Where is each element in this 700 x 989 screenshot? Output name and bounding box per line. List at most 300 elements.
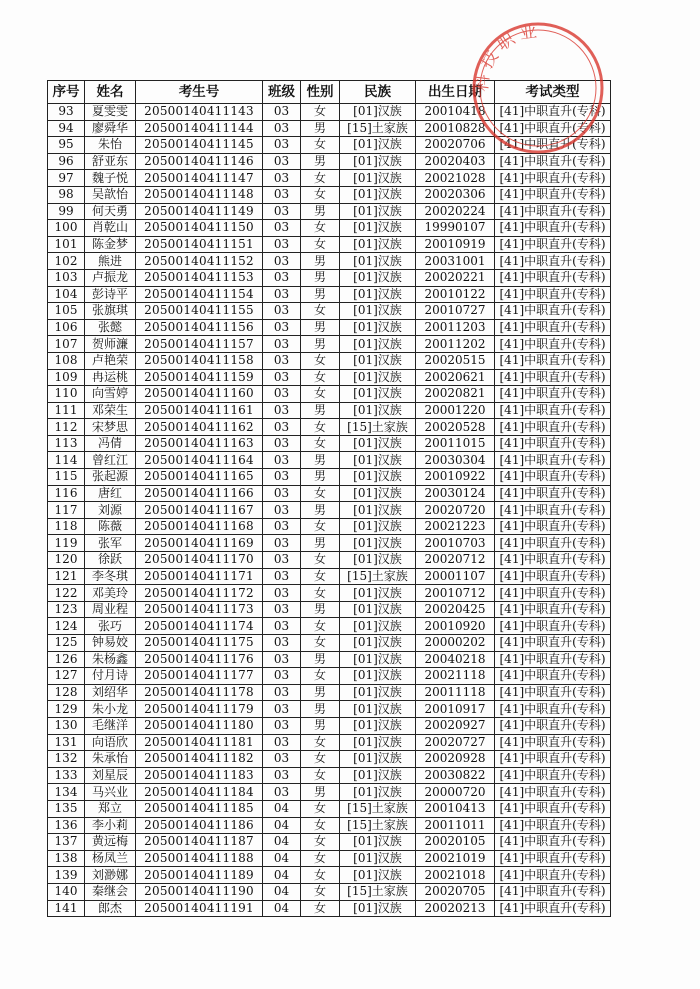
cell-exam-no: 20500140411155 (136, 303, 263, 320)
cell-gender: 男 (301, 319, 340, 336)
cell-ethnicity: [15]土家族 (340, 800, 416, 817)
cell-ethnicity: [01]汉族 (340, 767, 416, 784)
cell-exam-type: [41]中职直升(专科) (495, 419, 611, 436)
cell-exam-type: [41]中职直升(专科) (495, 734, 611, 751)
cell-ethnicity: [01]汉族 (340, 286, 416, 303)
cell-birth-date: 20010122 (416, 286, 495, 303)
cell-class: 03 (263, 767, 301, 784)
cell-gender: 女 (301, 883, 340, 900)
header-birth-date: 出生日期 (416, 81, 495, 104)
cell-gender: 男 (301, 402, 340, 419)
cell-birth-date: 20020821 (416, 386, 495, 403)
cell-birth-date: 20021019 (416, 850, 495, 867)
cell-gender: 男 (301, 269, 340, 286)
cell-ethnicity: [01]汉族 (340, 452, 416, 469)
cell-name: 黄远梅 (85, 834, 136, 851)
table-row (48, 601, 611, 618)
cell-exam-type: [41]中职直升(专科) (495, 369, 611, 386)
cell-ethnicity: [01]汉族 (340, 253, 416, 270)
cell-class: 03 (263, 568, 301, 585)
cell-gender: 女 (301, 751, 340, 768)
cell-class: 03 (263, 518, 301, 535)
cell-name: 曾红江 (85, 452, 136, 469)
cell-name: 何天勇 (85, 203, 136, 220)
table-row (48, 751, 611, 768)
cell-birth-date: 20020105 (416, 834, 495, 851)
cell-ethnicity: [01]汉族 (340, 518, 416, 535)
cell-exam-type: [41]中职直升(专科) (495, 153, 611, 170)
table-row (48, 568, 611, 585)
table-row (48, 469, 611, 486)
cell-seq: 114 (48, 452, 85, 469)
cell-ethnicity: [01]汉族 (340, 153, 416, 170)
cell-name: 马兴业 (85, 784, 136, 801)
cell-seq: 129 (48, 701, 85, 718)
cell-exam-no: 20500140411179 (136, 701, 263, 718)
cell-class: 03 (263, 386, 301, 403)
table-row (48, 120, 611, 137)
cell-seq: 130 (48, 717, 85, 734)
cell-gender: 女 (301, 435, 340, 452)
cell-exam-type: [41]中职直升(专科) (495, 767, 611, 784)
cell-name: 夏雯雯 (85, 104, 136, 121)
cell-exam-type: [41]中职直升(专科) (495, 717, 611, 734)
cell-class: 03 (263, 352, 301, 369)
cell-seq: 131 (48, 734, 85, 751)
cell-seq: 123 (48, 601, 85, 618)
cell-name: 冯倩 (85, 435, 136, 452)
cell-seq: 112 (48, 419, 85, 436)
cell-ethnicity: [01]汉族 (340, 751, 416, 768)
cell-exam-type: [41]中职直升(专科) (495, 104, 611, 121)
cell-exam-type: [41]中职直升(专科) (495, 386, 611, 403)
cell-ethnicity: [01]汉族 (340, 834, 416, 851)
cell-seq: 104 (48, 286, 85, 303)
cell-gender: 女 (301, 186, 340, 203)
cell-birth-date: 20031001 (416, 253, 495, 270)
cell-ethnicity: [01]汉族 (340, 784, 416, 801)
table-row (48, 867, 611, 884)
cell-class: 03 (263, 319, 301, 336)
table-row (48, 203, 611, 220)
cell-seq: 127 (48, 668, 85, 685)
cell-name: 向雪婷 (85, 386, 136, 403)
cell-seq: 133 (48, 767, 85, 784)
cell-birth-date: 20030822 (416, 767, 495, 784)
cell-seq: 110 (48, 386, 85, 403)
cell-class: 03 (263, 684, 301, 701)
cell-seq: 111 (48, 402, 85, 419)
cell-birth-date: 20040218 (416, 651, 495, 668)
cell-class: 03 (263, 303, 301, 320)
cell-name: 刘星辰 (85, 767, 136, 784)
cell-class: 03 (263, 186, 301, 203)
cell-seq: 121 (48, 568, 85, 585)
table-row (48, 668, 611, 685)
cell-birth-date: 20020927 (416, 717, 495, 734)
cell-gender: 男 (301, 717, 340, 734)
cell-exam-type: [41]中职直升(专科) (495, 817, 611, 834)
cell-birth-date: 20020706 (416, 137, 495, 154)
cell-class: 03 (263, 734, 301, 751)
cell-class: 03 (263, 137, 301, 154)
cell-gender: 女 (301, 236, 340, 253)
cell-exam-no: 20500140411159 (136, 369, 263, 386)
cell-class: 03 (263, 535, 301, 552)
cell-class: 03 (263, 485, 301, 502)
cell-gender: 男 (301, 203, 340, 220)
cell-exam-no: 20500140411175 (136, 635, 263, 652)
cell-name: 李冬琪 (85, 568, 136, 585)
cell-exam-type: [41]中职直升(专科) (495, 751, 611, 768)
cell-ethnicity: [01]汉族 (340, 867, 416, 884)
cell-exam-type: [41]中职直升(专科) (495, 651, 611, 668)
cell-name: 张军 (85, 535, 136, 552)
header-class: 班级 (263, 81, 301, 104)
seal-text: 科技职业 (471, 21, 544, 93)
cell-ethnicity: [01]汉族 (340, 668, 416, 685)
cell-name: 吴歆怡 (85, 186, 136, 203)
cell-exam-type: [41]中职直升(专科) (495, 220, 611, 237)
cell-class: 03 (263, 220, 301, 237)
cell-gender: 女 (301, 485, 340, 502)
table-row (48, 104, 611, 121)
cell-birth-date: 20011015 (416, 435, 495, 452)
cell-class: 03 (263, 402, 301, 419)
cell-seq: 134 (48, 784, 85, 801)
cell-gender: 男 (301, 701, 340, 718)
cell-exam-type: [41]中职直升(专科) (495, 834, 611, 851)
header-exam-type: 考试类型 (495, 81, 611, 104)
cell-exam-no: 20500140411166 (136, 485, 263, 502)
cell-exam-no: 20500140411157 (136, 336, 263, 353)
cell-exam-no: 20500140411189 (136, 867, 263, 884)
cell-name: 刘渺娜 (85, 867, 136, 884)
cell-class: 04 (263, 867, 301, 884)
cell-ethnicity: [01]汉族 (340, 601, 416, 618)
cell-class: 03 (263, 651, 301, 668)
table-row (48, 618, 611, 635)
cell-exam-no: 20500140411173 (136, 601, 263, 618)
cell-gender: 女 (301, 800, 340, 817)
cell-seq: 120 (48, 552, 85, 569)
cell-seq: 117 (48, 502, 85, 519)
cell-birth-date: 20010418 (416, 104, 495, 121)
cell-exam-no: 20500140411177 (136, 668, 263, 685)
cell-class: 03 (263, 469, 301, 486)
cell-name: 张旗琪 (85, 303, 136, 320)
cell-name: 肖乾山 (85, 220, 136, 237)
cell-exam-type: [41]中职直升(专科) (495, 618, 611, 635)
cell-exam-no: 20500140411172 (136, 585, 263, 602)
cell-seq: 101 (48, 236, 85, 253)
cell-name: 郎杰 (85, 900, 136, 917)
cell-name: 张懿 (85, 319, 136, 336)
cell-gender: 女 (301, 220, 340, 237)
cell-exam-no: 20500140411183 (136, 767, 263, 784)
cell-birth-date: 20021018 (416, 867, 495, 884)
cell-gender: 男 (301, 253, 340, 270)
cell-ethnicity: [01]汉族 (340, 137, 416, 154)
cell-seq: 136 (48, 817, 85, 834)
cell-gender: 女 (301, 850, 340, 867)
cell-gender: 女 (301, 137, 340, 154)
cell-exam-no: 20500140411158 (136, 352, 263, 369)
cell-exam-no: 20500140411178 (136, 684, 263, 701)
cell-birth-date: 20010727 (416, 303, 495, 320)
table-row (48, 220, 611, 237)
cell-seq: 99 (48, 203, 85, 220)
cell-ethnicity: [15]土家族 (340, 120, 416, 137)
cell-name: 向语欣 (85, 734, 136, 751)
cell-class: 03 (263, 552, 301, 569)
cell-name: 朱怡 (85, 137, 136, 154)
cell-class: 03 (263, 153, 301, 170)
cell-ethnicity: [15]土家族 (340, 568, 416, 585)
cell-seq: 118 (48, 518, 85, 535)
cell-exam-no: 20500140411171 (136, 568, 263, 585)
cell-exam-type: [41]中职直升(专科) (495, 352, 611, 369)
cell-class: 03 (263, 717, 301, 734)
cell-name: 陈金梦 (85, 236, 136, 253)
cell-gender: 女 (301, 369, 340, 386)
cell-exam-type: [41]中职直升(专科) (495, 336, 611, 353)
cell-name: 陈薇 (85, 518, 136, 535)
cell-exam-no: 20500140411187 (136, 834, 263, 851)
cell-birth-date: 20020403 (416, 153, 495, 170)
cell-seq: 122 (48, 585, 85, 602)
cell-birth-date: 20020720 (416, 502, 495, 519)
cell-seq: 128 (48, 684, 85, 701)
cell-ethnicity: [01]汉族 (340, 552, 416, 569)
table-row (48, 153, 611, 170)
cell-exam-type: [41]中职直升(专科) (495, 800, 611, 817)
table-row (48, 552, 611, 569)
cell-exam-no: 20500140411147 (136, 170, 263, 187)
table-row (48, 585, 611, 602)
cell-ethnicity: [01]汉族 (340, 303, 416, 320)
table-header (48, 81, 611, 104)
table-row (48, 186, 611, 203)
cell-ethnicity: [01]汉族 (340, 900, 416, 917)
cell-birth-date: 20011118 (416, 684, 495, 701)
cell-name: 周业程 (85, 601, 136, 618)
cell-exam-no: 20500140411174 (136, 618, 263, 635)
cell-ethnicity: [01]汉族 (340, 269, 416, 286)
table-row (48, 734, 611, 751)
cell-name: 毛继洋 (85, 717, 136, 734)
cell-gender: 女 (301, 419, 340, 436)
table-row (48, 485, 611, 502)
cell-seq: 102 (48, 253, 85, 270)
cell-exam-type: [41]中职直升(专科) (495, 585, 611, 602)
cell-class: 04 (263, 834, 301, 851)
cell-birth-date: 20010922 (416, 469, 495, 486)
cell-exam-no: 20500140411154 (136, 286, 263, 303)
cell-seq: 132 (48, 751, 85, 768)
cell-birth-date: 19990107 (416, 220, 495, 237)
cell-name: 魏子悦 (85, 170, 136, 187)
table-row (48, 784, 611, 801)
cell-seq: 106 (48, 319, 85, 336)
cell-exam-no: 20500140411144 (136, 120, 263, 137)
cell-class: 03 (263, 618, 301, 635)
table-row (48, 319, 611, 336)
table-row (48, 518, 611, 535)
cell-gender: 男 (301, 336, 340, 353)
cell-exam-type: [41]中职直升(专科) (495, 435, 611, 452)
cell-exam-type: [41]中职直升(专科) (495, 203, 611, 220)
cell-exam-type: [41]中职直升(专科) (495, 186, 611, 203)
cell-class: 03 (263, 120, 301, 137)
cell-class: 03 (263, 668, 301, 685)
table-row (48, 386, 611, 403)
cell-ethnicity: [01]汉族 (340, 319, 416, 336)
cell-exam-no: 20500140411146 (136, 153, 263, 170)
cell-name: 李小莉 (85, 817, 136, 834)
cell-exam-no: 20500140411164 (136, 452, 263, 469)
header-ethnicity: 民族 (340, 81, 416, 104)
cell-gender: 女 (301, 552, 340, 569)
table-row (48, 535, 611, 552)
cell-name: 唐红 (85, 485, 136, 502)
cell-class: 04 (263, 900, 301, 917)
cell-birth-date: 20020621 (416, 369, 495, 386)
cell-seq: 115 (48, 469, 85, 486)
cell-birth-date: 20030304 (416, 452, 495, 469)
table-row (48, 635, 611, 652)
cell-name: 邓荣生 (85, 402, 136, 419)
cell-gender: 女 (301, 867, 340, 884)
cell-birth-date: 20010703 (416, 535, 495, 552)
cell-name: 宋梦思 (85, 419, 136, 436)
cell-class: 03 (263, 601, 301, 618)
cell-exam-no: 20500140411143 (136, 104, 263, 121)
cell-seq: 100 (48, 220, 85, 237)
cell-class: 03 (263, 635, 301, 652)
table-row (48, 717, 611, 734)
cell-seq: 103 (48, 269, 85, 286)
cell-exam-type: [41]中职直升(专科) (495, 253, 611, 270)
cell-gender: 男 (301, 120, 340, 137)
cell-exam-type: [41]中职直升(专科) (495, 601, 611, 618)
cell-seq: 98 (48, 186, 85, 203)
cell-exam-type: [41]中职直升(专科) (495, 120, 611, 137)
cell-exam-type: [41]中职直升(专科) (495, 402, 611, 419)
cell-ethnicity: [15]土家族 (340, 419, 416, 436)
header-row (48, 81, 611, 104)
cell-ethnicity: [01]汉族 (340, 485, 416, 502)
cell-exam-type: [41]中职直升(专科) (495, 469, 611, 486)
cell-seq: 105 (48, 303, 85, 320)
cell-gender: 女 (301, 518, 340, 535)
cell-gender: 女 (301, 900, 340, 917)
cell-ethnicity: [01]汉族 (340, 352, 416, 369)
cell-exam-type: [41]中职直升(专科) (495, 635, 611, 652)
cell-ethnicity: [01]汉族 (340, 635, 416, 652)
cell-name: 邓美玲 (85, 585, 136, 602)
table-row (48, 817, 611, 834)
cell-seq: 139 (48, 867, 85, 884)
cell-ethnicity: [01]汉族 (340, 651, 416, 668)
cell-birth-date: 20010920 (416, 618, 495, 635)
cell-birth-date: 20010919 (416, 236, 495, 253)
cell-exam-no: 20500140411184 (136, 784, 263, 801)
cell-seq: 113 (48, 435, 85, 452)
cell-exam-type: [41]中职直升(专科) (495, 518, 611, 535)
table-row (48, 900, 611, 917)
header-gender: 性别 (301, 81, 340, 104)
cell-ethnicity: [01]汉族 (340, 369, 416, 386)
cell-gender: 男 (301, 535, 340, 552)
cell-gender: 女 (301, 104, 340, 121)
cell-birth-date: 20020528 (416, 419, 495, 436)
cell-birth-date: 20011203 (416, 319, 495, 336)
table-row (48, 336, 611, 353)
cell-birth-date: 20011011 (416, 817, 495, 834)
cell-birth-date: 20010413 (416, 800, 495, 817)
cell-name: 刘绍华 (85, 684, 136, 701)
cell-birth-date: 20000202 (416, 635, 495, 652)
table-row (48, 303, 611, 320)
cell-gender: 男 (301, 684, 340, 701)
cell-class: 03 (263, 253, 301, 270)
cell-gender: 女 (301, 817, 340, 834)
cell-birth-date: 20001220 (416, 402, 495, 419)
cell-ethnicity: [01]汉族 (340, 701, 416, 718)
cell-exam-type: [41]中职直升(专科) (495, 170, 611, 187)
cell-class: 03 (263, 419, 301, 436)
cell-gender: 女 (301, 618, 340, 635)
cell-exam-type: [41]中职直升(专科) (495, 883, 611, 900)
cell-birth-date: 20030124 (416, 485, 495, 502)
cell-gender: 女 (301, 568, 340, 585)
cell-seq: 119 (48, 535, 85, 552)
cell-ethnicity: [01]汉族 (340, 104, 416, 121)
table-row (48, 767, 611, 784)
cell-gender: 女 (301, 352, 340, 369)
cell-name: 郑立 (85, 800, 136, 817)
table-row (48, 170, 611, 187)
cell-exam-type: [41]中职直升(专科) (495, 535, 611, 552)
cell-class: 03 (263, 236, 301, 253)
cell-ethnicity: [01]汉族 (340, 336, 416, 353)
table-body (48, 104, 611, 917)
cell-seq: 137 (48, 834, 85, 851)
cell-exam-no: 20500140411181 (136, 734, 263, 751)
cell-ethnicity: [01]汉族 (340, 502, 416, 519)
table-row (48, 269, 611, 286)
cell-gender: 男 (301, 784, 340, 801)
cell-name: 卢艳荣 (85, 352, 136, 369)
cell-class: 03 (263, 170, 301, 187)
cell-seq: 141 (48, 900, 85, 917)
cell-exam-type: [41]中职直升(专科) (495, 552, 611, 569)
cell-class: 03 (263, 203, 301, 220)
cell-gender: 男 (301, 651, 340, 668)
cell-seq: 93 (48, 104, 85, 121)
cell-seq: 97 (48, 170, 85, 187)
cell-gender: 男 (301, 452, 340, 469)
cell-class: 03 (263, 701, 301, 718)
cell-ethnicity: [01]汉族 (340, 734, 416, 751)
cell-name: 朱杨鑫 (85, 651, 136, 668)
cell-name: 卢振龙 (85, 269, 136, 286)
cell-seq: 94 (48, 120, 85, 137)
cell-birth-date: 20000720 (416, 784, 495, 801)
cell-ethnicity: [01]汉族 (340, 717, 416, 734)
table-row (48, 834, 611, 851)
